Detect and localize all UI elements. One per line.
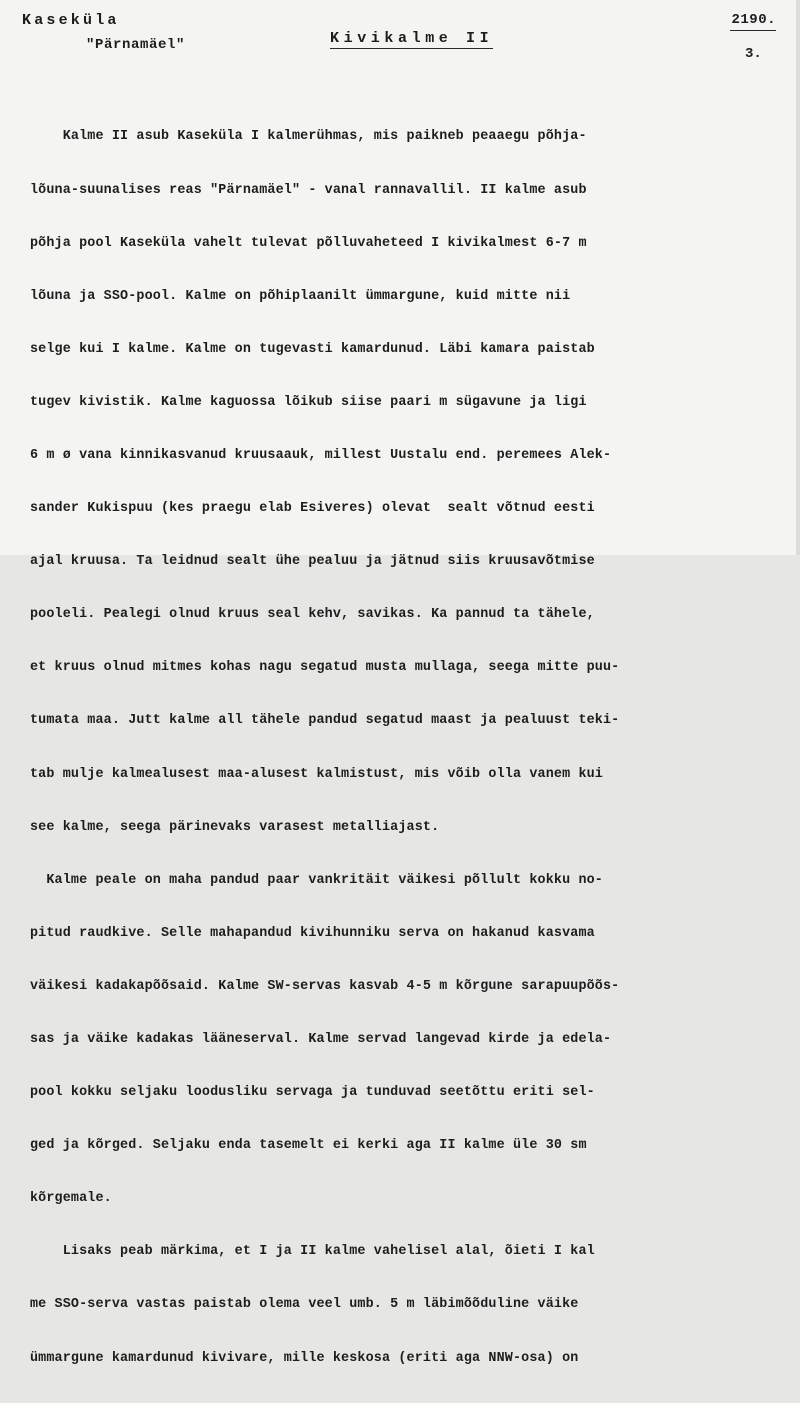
site-name: "Pärnamäel"	[86, 37, 186, 53]
text-line: me SSO-serva vastas paistab olema veel umb. 5 m läbimõõduline väike	[30, 1297, 579, 1313]
text-line: Kalme peale on maha pandud paar vankritäit väikesi põllult kokku no-	[30, 872, 603, 888]
text-line: tab mulje kalmealusest maa-alusest kalmistust, mis võib olla vanem kui	[30, 766, 603, 782]
text-line: lõuna-suunalises reas "Pärnamäel" - vanal rannavallil. II kalme asub	[30, 182, 587, 198]
text-line: sander Kukispuu (kes praegu elab Esiveres) olevat sealt võtnud eesti	[30, 501, 595, 517]
text-line: lõuna ja SSO-pool. Kalme on põhiplaanilt ümmargune, kuid mitte nii	[30, 288, 571, 304]
text-line: põhja pool Kaseküla vahelt tulevat põlluvaheteed I kivikalmest 6-7 m	[30, 235, 587, 251]
text-line: Kalme II asub Kaseküla I kalmerühmas, mis paikneb peaaegu põhja-	[30, 129, 587, 145]
text-line: pool kokku seljaku loodusliku servaga ja tunduvad seetõttu eriti sel-	[30, 1085, 595, 1101]
text-line: tumata maa. Jutt kalme all tähele pandud segatud maast ja pealuust teki-	[30, 713, 620, 729]
typed-body-text	[30, 93, 790, 1403]
text-line: sas ja väike kadakas lääneserval. Kalme servad langevad kirde ja edela-	[30, 1032, 612, 1047]
text-line: ajal kruusa. Ta leidnud sealt ühe pealuu ja jätnud siis kruusavõtmise	[30, 554, 595, 570]
document-title: Kivikalme II	[330, 30, 494, 47]
village-name: Kaseküla	[22, 12, 120, 29]
page-number: 3.	[745, 46, 762, 62]
text-line: ged ja kõrged. Seljaku enda tasemelt ei kerki aga II kalme üle 30 sm	[30, 1138, 587, 1154]
text-line: 6 m ø vana kinnikasvanud kruusaauk, millest Uustalu end. peremees Alek-	[30, 447, 612, 463]
text-line: pooleli. Pealegi olnud kruus seal kehv, savikas. Ka pannud ta tähele,	[30, 607, 595, 623]
text-line: see kalme, seega pärinevaks varasest metalliajast.	[30, 819, 440, 835]
text-line: selge kui I kalme. Kalme on tugevasti kamardunud. Läbi kamara paistab	[30, 341, 595, 357]
text-line: et kruus olnud mitmes kohas nagu segatud musta mullaga, seega mitte puu-	[30, 660, 620, 676]
text-line: kõrgemale.	[30, 1191, 112, 1207]
text-line: ümmargune kamardunud kivivare, mille keskosa (eriti aga NNW-osa) on	[30, 1350, 579, 1366]
text-line: pitud raudkive. Selle mahapandud kivihunniku serva on hakanud kasvama	[30, 925, 595, 941]
text-line: Lisaks peab märkima, et I ja II kalme vahelisel alal, õieti I kal	[30, 1244, 595, 1260]
text-line: tugev kivistik. Kalme kaguossa lõikub siise paari m sügavune ja ligi	[30, 394, 587, 410]
text-line: väikesi kadakapõõsaid. Kalme SW-servas kasvab 4-5 m kõrgune sarapuupõõs-	[30, 978, 620, 994]
catalog-number: 2190.	[730, 12, 776, 31]
